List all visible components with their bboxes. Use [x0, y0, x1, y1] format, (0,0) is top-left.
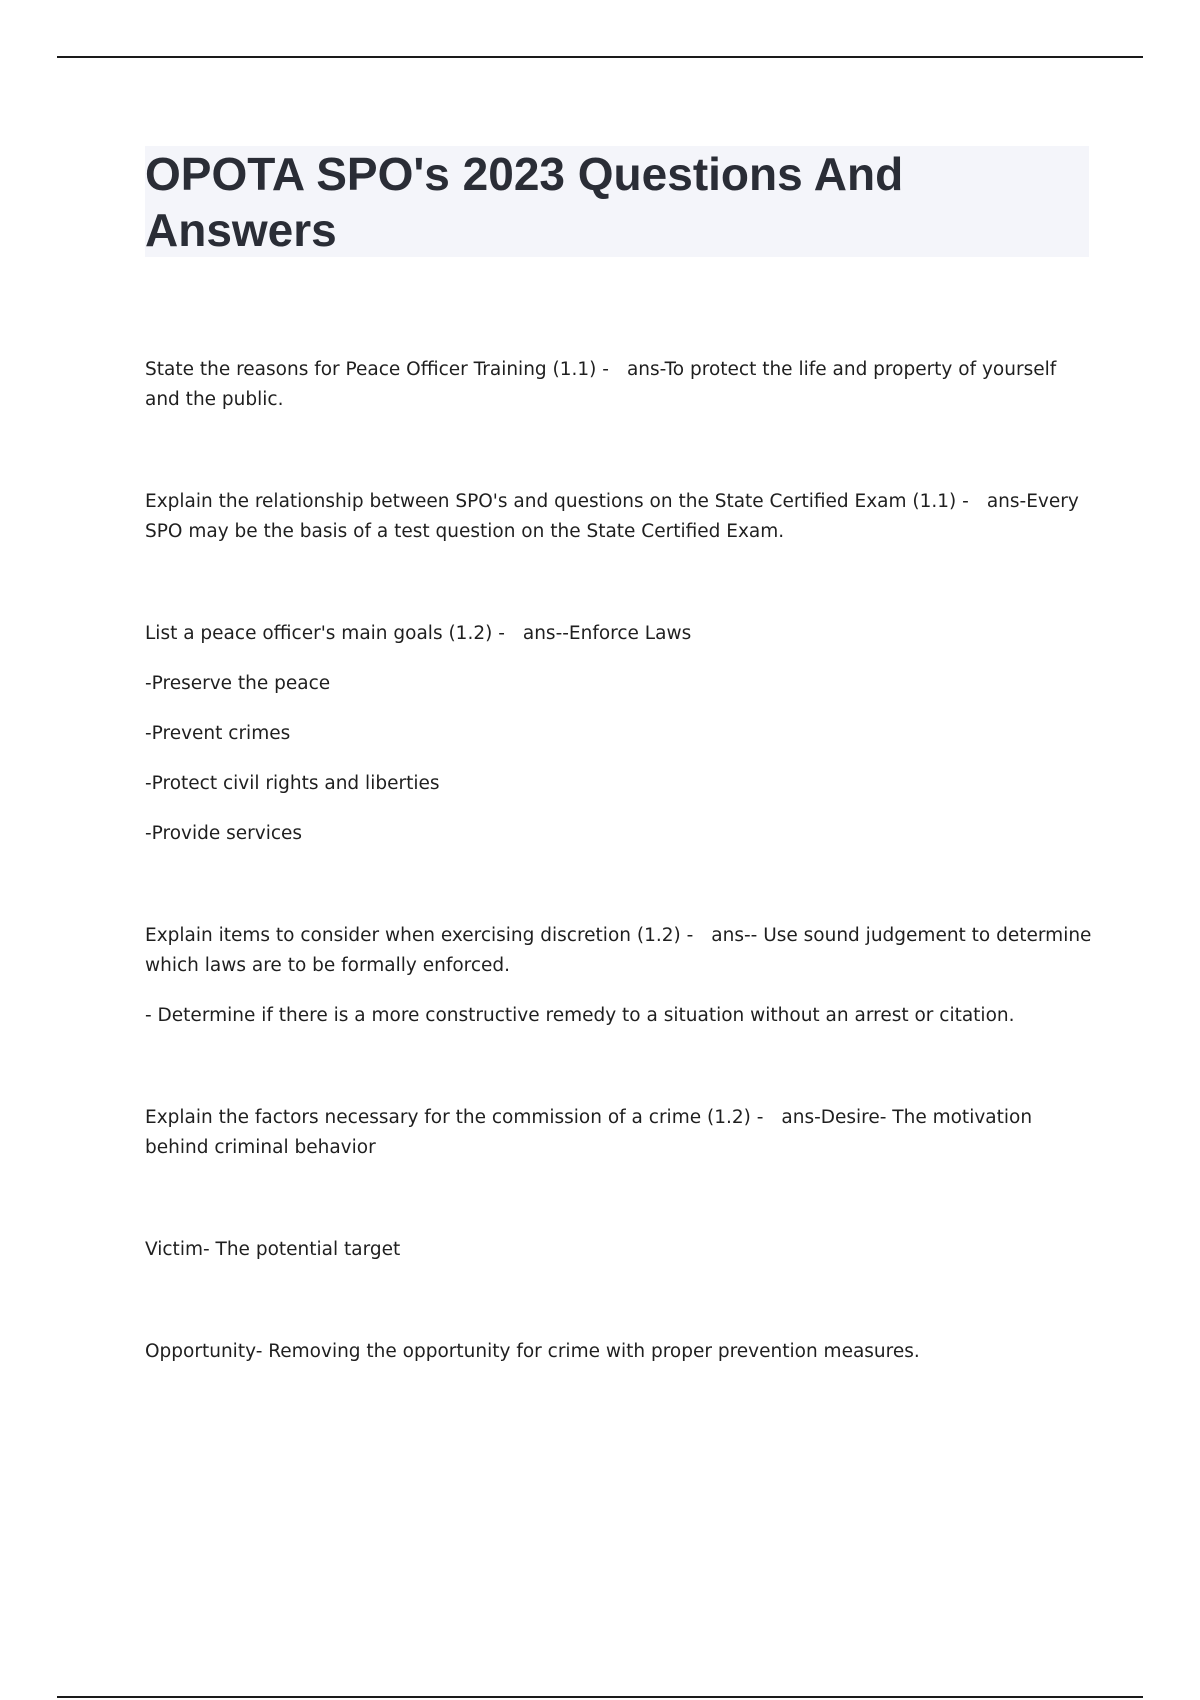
qa-item-5 — [145, 1103, 1095, 1163]
bottom-rule — [57, 1696, 1143, 1698]
document-body — [145, 355, 1095, 1367]
question-text: Explain items to consider when exercising discretion (1.2) - — [145, 925, 694, 946]
answer-text: ans-Every SPO may be the basis of a test question on the State Certified Exam. — [145, 491, 1079, 542]
question-text: Explain the factors necessary for the commission of a crime (1.2) - — [145, 1107, 764, 1128]
answer-line: -Provide services — [145, 823, 303, 844]
standalone-line-victim: Victim- The potential target — [145, 1239, 401, 1260]
qa-item-1 — [145, 355, 1095, 415]
answer-line: -Protect civil rights and liberties — [145, 773, 440, 794]
document-title: OPOTA SPO's 2023 Questions And Answers — [145, 148, 904, 256]
answer-text: ans-- Use sound judgement to determine which laws are to be formally enforced. — [145, 925, 1092, 976]
answer-text: ans-To protect the life and property of yourself and the public. — [145, 359, 1057, 410]
qa-item-3 — [145, 619, 1095, 649]
question-text: State the reasons for Peace Officer Training (1.1) - — [145, 359, 609, 380]
standalone-line-opportunity: Opportunity- Removing the opportunity for crime with proper prevention measures. — [145, 1341, 920, 1362]
question-text: List a peace officer's main goals (1.2) - — [145, 623, 505, 644]
qa-item-4 — [145, 921, 1095, 981]
answer-line: - Determine if there is a more constructive remedy to a situation without an arrest or citation. — [145, 1005, 1015, 1026]
answer-text: ans--Enforce Laws — [522, 623, 692, 644]
answer-text: ans-Desire- The motivation behind criminal behavior — [145, 1107, 1033, 1158]
question-text: Explain the relationship between SPO's and questions on the State Certified Exam (1.1) - — [145, 491, 969, 512]
top-rule — [57, 56, 1143, 58]
answer-line: -Preserve the peace — [145, 673, 331, 694]
qa-item-2 — [145, 487, 1095, 547]
answer-line: -Prevent crimes — [145, 723, 291, 744]
